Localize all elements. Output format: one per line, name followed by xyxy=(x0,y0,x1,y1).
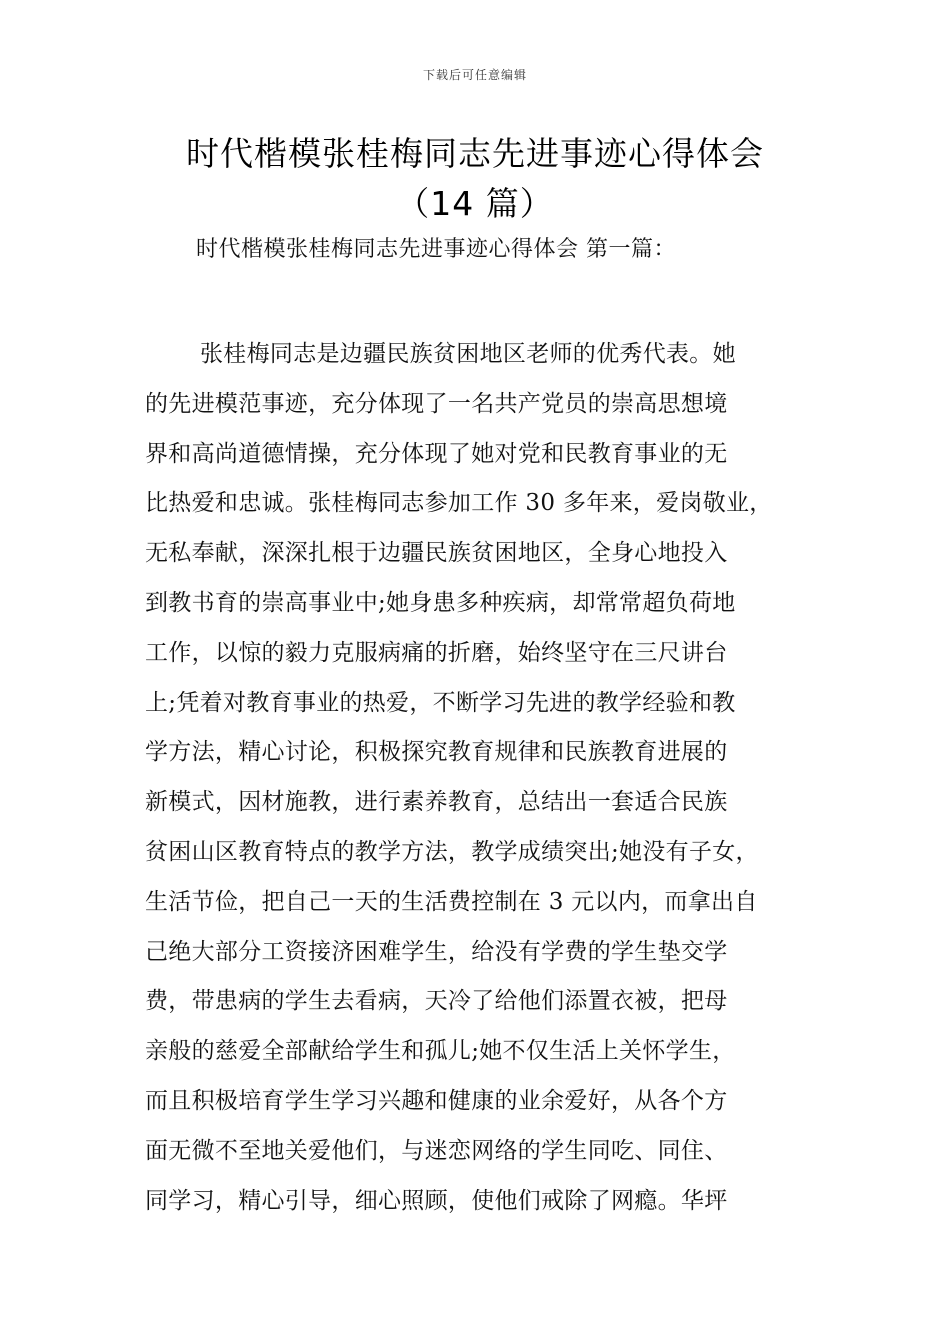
paragraph-line: 无私奉献，深深扎根于边疆民族贫困地区，全身心地投入 xyxy=(145,540,728,567)
paragraph-line: 同学习，精心引导，细心照顾，使他们戒除了网瘾。华坪 xyxy=(145,1187,728,1214)
paragraph-line: 工作，以惊的毅力克服病痛的折磨，始终坚守在三尺讲台 xyxy=(145,639,728,666)
paragraph-line: 费，带患病的学生去看病，天冷了给他们添置衣被，把母 xyxy=(145,988,728,1015)
section-heading: 时代楷模张桂梅同志先进事迹心得体会 第一篇： xyxy=(196,237,676,262)
paragraph-line: 的先进模范事迹，充分体现了一名共产党员的崇高思想境 xyxy=(145,390,728,417)
paragraph-line: 学方法，精心讨论，积极探究教育规律和民族教育进展的 xyxy=(145,739,728,766)
paragraph-line: 张桂梅同志是边疆民族贫困地区老师的优秀代表。她 xyxy=(200,341,736,367)
document-title-count: （14 篇） xyxy=(396,184,554,223)
document-title: 时代楷模张桂梅同志先进事迹心得体会 xyxy=(186,134,764,173)
paragraph-line: 界和高尚道德情操，充分体现了她对党和民教育事业的无 xyxy=(145,440,728,467)
header-note: 下载后可任意编辑 xyxy=(422,68,527,82)
paragraph-line: 己绝大部分工资接济困难学生，给没有学费的学生垫交学 xyxy=(145,938,728,965)
paragraph-line: 生活节俭，把自己一天的生活费控制在 3 元以内，而拿出自 xyxy=(145,888,758,915)
paragraph-line: 比热爱和忠诚。张桂梅同志参加工作 30 多年来，爱岗敬业， xyxy=(145,490,773,517)
paragraph-line: 面无微不至地关爱他们，与迷恋网络的学生同吃、同住、 xyxy=(145,1137,728,1164)
paragraph-line: 上;凭着对教育事业的热爱，不断学习先进的教学经验和教 xyxy=(145,689,736,716)
paragraph-line: 亲般的慈爱全部献给学生和孤儿;她不仅生活上关怀学生， xyxy=(145,1038,736,1065)
paragraph-line: 新模式，因材施教，进行素养教育，总结出一套适合民族 xyxy=(145,789,728,816)
body-paragraph xyxy=(145,330,835,1226)
paragraph-line: 到教书育的崇高事业中;她身患多种疾病，却常常超负荷地 xyxy=(145,589,736,616)
paragraph-line: 而且积极培育学生学习兴趣和健康的业余爱好，从各个方 xyxy=(145,1087,728,1114)
paragraph-line: 贫困山区教育特点的教学方法，教学成绩突出;她没有子女， xyxy=(145,838,759,865)
